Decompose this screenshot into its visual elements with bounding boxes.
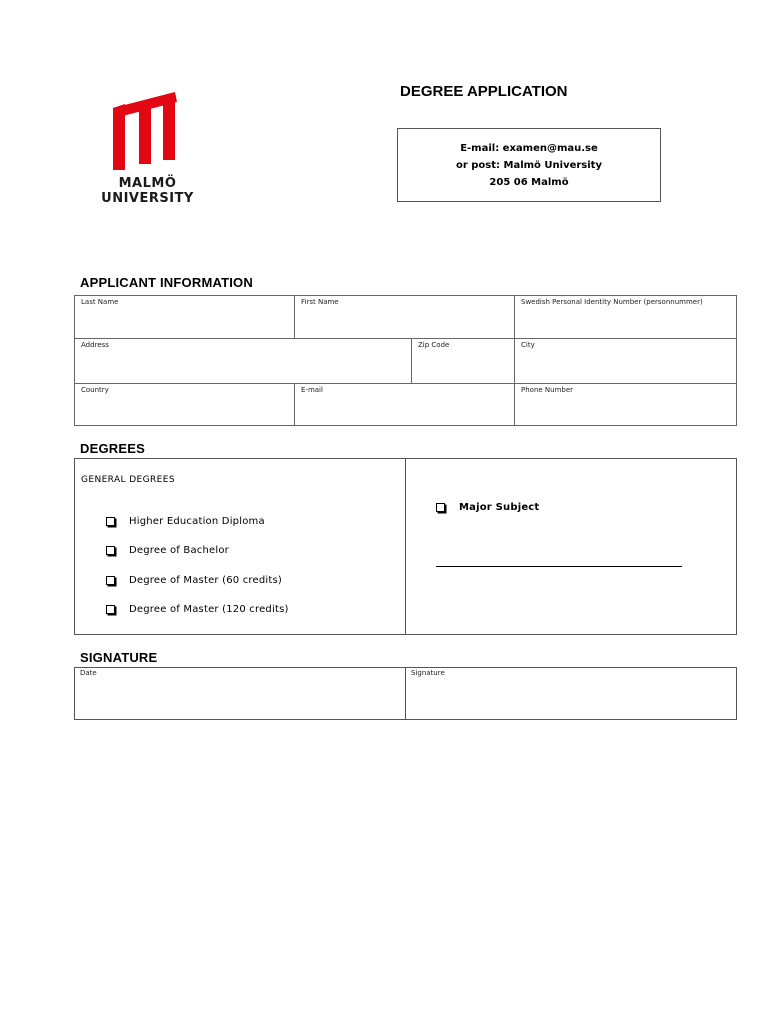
checkbox-icon[interactable] (106, 605, 115, 614)
option-label: Degree of Bachelor (129, 545, 229, 556)
major-subject-label: Major Subject (459, 502, 540, 513)
zip-label: Zip Code (418, 341, 450, 349)
malmo-university-logo-icon (109, 92, 179, 172)
option-label: Degree of Master (120 credits) (129, 604, 289, 615)
option-label: Degree of Master (60 credits) (129, 575, 283, 586)
checkbox-icon[interactable] (106, 546, 115, 555)
option-degree-of-master-60[interactable] (106, 575, 282, 586)
signature-heading: SIGNATURE (80, 650, 158, 665)
city-label: City (521, 341, 535, 349)
contact-box (397, 128, 661, 202)
date-field[interactable] (74, 667, 406, 720)
phone-label: Phone Number (521, 386, 574, 394)
first-name-field[interactable] (294, 295, 515, 339)
option-higher-education-diploma[interactable] (106, 516, 265, 527)
email-field[interactable] (294, 383, 515, 426)
signature-field[interactable] (405, 667, 737, 720)
address-field[interactable] (74, 338, 412, 384)
degrees-heading: DEGREES (80, 441, 145, 456)
first-name-label: First Name (301, 298, 339, 306)
date-label: Date (80, 669, 97, 677)
applicant-heading: APPLICANT INFORMATION (80, 275, 253, 290)
option-label: Higher Education Diploma (129, 516, 265, 527)
university-logo (95, 92, 200, 210)
contact-post: or post: Malmö University (455, 159, 602, 171)
checkbox-icon[interactable] (106, 576, 115, 585)
personal-id-label: Swedish Personal Identity Number (personnummer) (521, 298, 703, 306)
degrees-divider (405, 458, 406, 635)
contact-address: 205 06 Malmö (489, 176, 569, 188)
city-field[interactable] (514, 338, 737, 384)
logo-text-malmo: MALMÖ (118, 176, 177, 191)
personal-id-field[interactable] (514, 295, 737, 339)
contact-email: E-mail: examen@mau.se (460, 142, 598, 154)
option-major-subject[interactable] (436, 502, 539, 513)
country-field[interactable] (74, 383, 295, 426)
last-name-field[interactable] (74, 295, 295, 339)
address-label: Address (81, 341, 109, 349)
last-name-label: Last Name (81, 298, 119, 306)
phone-field[interactable] (514, 383, 737, 426)
zip-field[interactable] (411, 338, 515, 384)
checkbox-icon[interactable] (436, 503, 445, 512)
option-degree-of-master-120[interactable] (106, 604, 289, 615)
major-subject-input-line[interactable] (436, 566, 682, 567)
logo-text-university: UNIVERSITY (101, 191, 194, 206)
country-label: Country (81, 386, 109, 394)
option-degree-of-bachelor[interactable] (106, 545, 229, 556)
checkbox-icon[interactable] (106, 517, 115, 526)
email-label: E-mail (301, 386, 323, 394)
signature-label: Signature (411, 669, 445, 677)
document-title: DEGREE APPLICATION (400, 83, 568, 100)
general-degrees-title: GENERAL DEGREES (81, 475, 175, 485)
